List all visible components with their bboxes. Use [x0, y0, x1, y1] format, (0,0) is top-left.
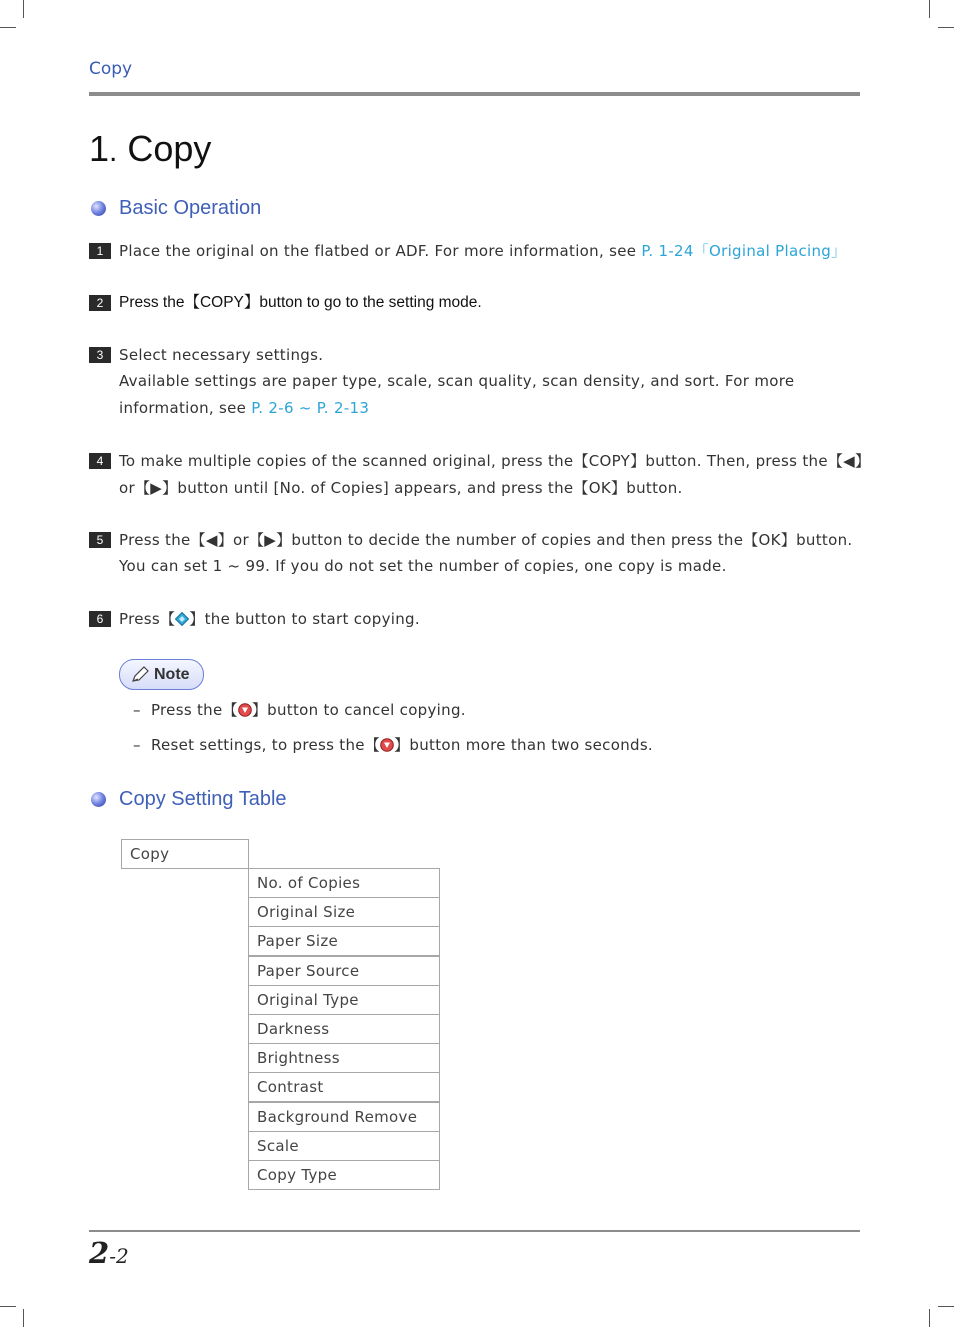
page-title: 1. Copy: [89, 128, 212, 169]
setting-item-cell: Paper Source: [248, 956, 440, 986]
note-item: [133, 699, 466, 720]
crop-mark: [938, 27, 954, 28]
step-text: [119, 240, 846, 262]
stop-icon: [238, 703, 252, 717]
chapter-number: 2: [89, 1236, 110, 1270]
title-text: Copy: [127, 128, 212, 169]
note-dash: –: [133, 736, 141, 754]
section-heading-text: Copy Setting Table: [119, 788, 287, 810]
crop-mark: [929, 0, 930, 18]
setting-item-cell: Brightness: [248, 1043, 440, 1073]
step-number: 3: [89, 347, 111, 363]
crop-mark: [23, 1309, 24, 1327]
pencil-icon: [130, 665, 150, 685]
bullet-icon: [91, 792, 106, 807]
note-label: Note: [154, 665, 190, 683]
header-rule: [89, 92, 860, 96]
cross-reference-link[interactable]: P. 1-24「Original Placing」: [641, 242, 847, 260]
note-text: Press the【: [150, 701, 238, 719]
footer-rule: [89, 1230, 860, 1232]
step-text: You can set 1 ~ 99. If you do not set the number of copies, one copy is made.: [119, 557, 727, 575]
step-number: 4: [89, 453, 111, 469]
crop-mark: [0, 27, 16, 28]
step-text-body: Place the original on the flatbed or ADF. For more information, see: [119, 242, 642, 260]
step-text: [119, 608, 420, 630]
step-text: Press the【◀】or【▶】button to decide the number of copies and then press the【OK】button.: [119, 531, 853, 549]
crop-mark: [0, 1306, 16, 1307]
note-text: 】button to cancel copying.: [251, 701, 466, 719]
setting-item-cell: Copy Type: [248, 1160, 440, 1190]
setting-item-cell: Scale: [248, 1131, 440, 1161]
section-heading-copy-setting-table: [91, 788, 287, 811]
step-number: 6: [89, 611, 111, 627]
step-text: Select necessary settings.: [119, 346, 324, 364]
crop-mark: [23, 0, 24, 18]
step-number: 5: [89, 532, 111, 548]
note-text: Reset settings, to press the【: [150, 736, 381, 754]
step-number: 1: [89, 243, 111, 259]
step-text-body: Press【: [119, 610, 176, 628]
step-text: or【▶】button until [No. of Copies] appears, and press the【OK】button.: [119, 479, 683, 497]
section-heading-text: Basic Operation: [119, 197, 262, 219]
step-text: [119, 397, 369, 419]
setting-item-cell: Darkness: [248, 1014, 440, 1044]
crop-mark: [938, 1306, 954, 1307]
page-number: [89, 1236, 129, 1270]
stop-icon: [380, 738, 394, 752]
step-text: To make multiple copies of the scanned original, press the【COPY】button. Then, press the【◀】: [119, 452, 871, 470]
step-text-body: information, see: [119, 399, 252, 417]
note-badge: [119, 659, 204, 690]
setting-item-cell: Paper Size: [248, 926, 440, 956]
setting-item-cell: Contrast: [248, 1072, 440, 1102]
setting-item-cell: Original Size: [248, 897, 440, 927]
setting-root-cell: Copy: [121, 839, 249, 869]
note-text: 】button more than two seconds.: [394, 736, 654, 754]
setting-item-cell: Original Type: [248, 985, 440, 1015]
start-diamond-icon: [175, 612, 189, 626]
note-item: [133, 734, 653, 755]
section-heading-basic-operation: [91, 197, 261, 220]
running-header: Copy: [89, 59, 133, 79]
cross-reference-link[interactable]: P. 2-6 ~ P. 2-13: [251, 399, 370, 417]
crop-mark: [929, 1309, 930, 1327]
step-text-body: 】the button to start copying.: [189, 610, 420, 628]
setting-item-cell: No. of Copies: [248, 868, 440, 898]
title-number: 1: [89, 128, 110, 169]
note-dash: –: [133, 701, 141, 719]
step-number: 2: [89, 295, 111, 311]
step-text: Available settings are paper type, scale, scan quality, scan density, and sort. For more: [119, 372, 795, 390]
bullet-icon: [91, 201, 106, 216]
page-suffix: -2: [109, 1244, 129, 1268]
step-text: Press the【COPY】button to go to the setting mode.: [119, 294, 482, 311]
setting-item-cell: Background Remove: [248, 1102, 440, 1132]
